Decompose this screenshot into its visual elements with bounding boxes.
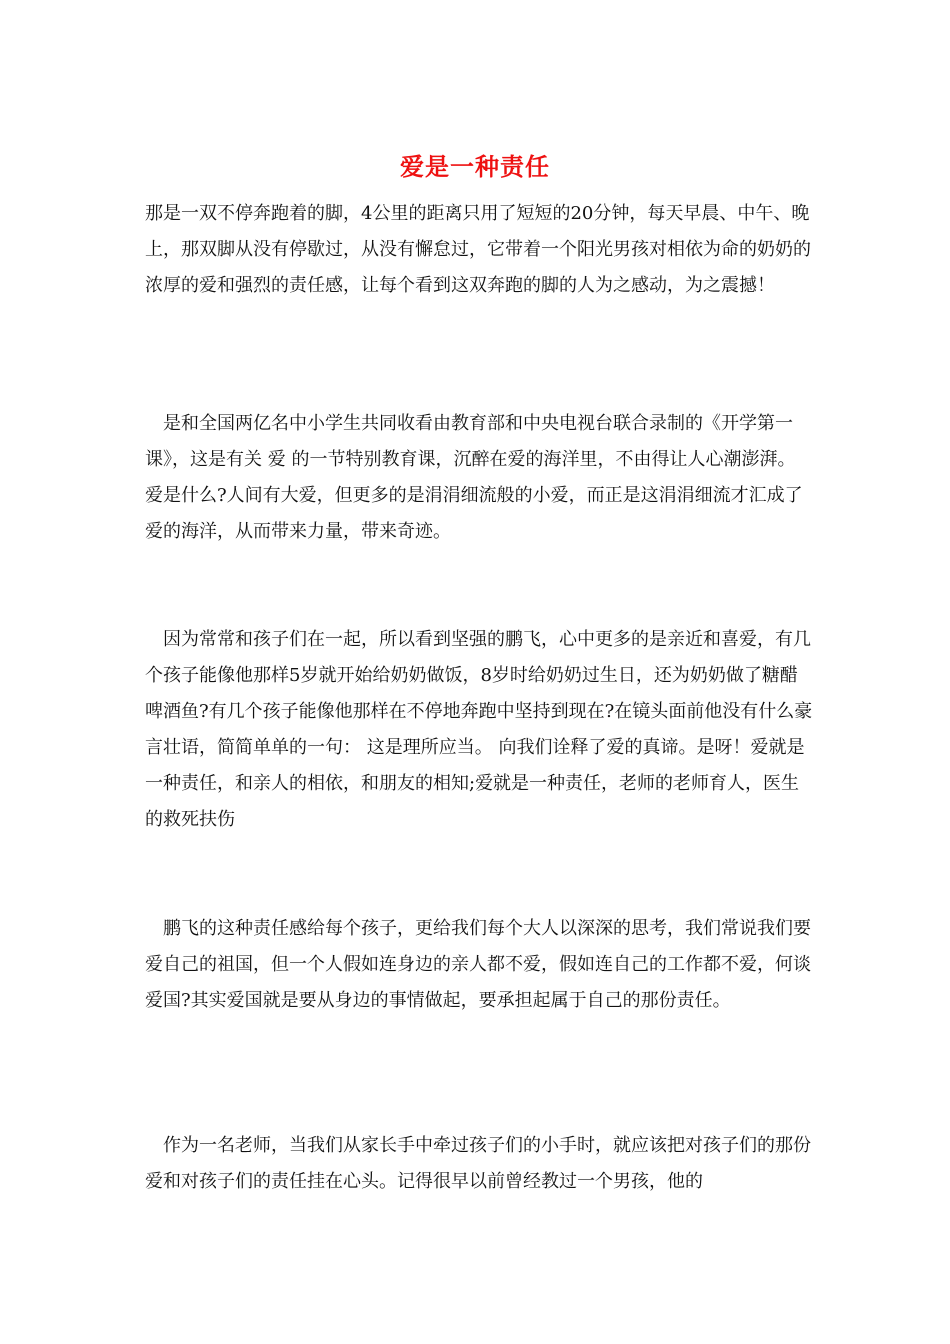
- paragraph-3: 因为常常和孩子们在一起，所以看到坚强的鹏飞，心中更多的是亲近和喜爱，有几个孩子能像他那样5岁就开始给奶奶做饭，8岁时给奶奶过生日，还为奶奶做了糖醋啤酒鱼?有几个孩子能像他那样在不停地奔跑中坚持到现在?在镜头面前他没有什么豪言壮语，简简单单的一句： 这是理所应当。 向我们诠释了爱的真谛。是呀！爱就是一种责任，和亲人的相依，和朋友的相知;爱就是一种责任，老师的老师育人，医生的救死扶伤: [145, 629, 813, 830]
- paragraph-5: 作为一名老师，当我们从家长手中牵过孩子们的小手时，就应该把对孩子们的那份爱和对孩子们的责任挂在心头。记得很早以前曾经教过一个男孩，他的: [145, 1135, 811, 1192]
- document-title: 爱是一种责任: [400, 152, 550, 181]
- paragraph-4: 鹏飞的这种责任感给每个孩子，更给我们每个大人以深深的思考，我们常说我们要爱自己的祖国，但一个人假如连身边的亲人都不爱，假如连自己的工作都不爱，何谈爱国?其实爱国就是要从身边的事情做起，要承担起属于自己的那份责任。: [145, 918, 811, 1011]
- paragraph-1: 那是一双不停奔跑着的脚，4公里的距离只用了短短的20分钟，每天早晨、中午、晚上，那双脚从没有停歇过，从没有懈怠过，它带着一个阳光男孩对相依为命的奶奶的浓厚的爱和强烈的责任感，让每个看到这双奔跑的脚的人为之感动，为之震撼！: [145, 203, 811, 296]
- paragraph-2: 是和全国两亿名中小学生共同收看由教育部和中央电视台联合录制的《开学第一课》，这是有关 爱 的一节特别教育课，沉醉在爱的海洋里，不由得让人心潮澎湃。爱是什么?人间有大爱，但更多的是涓涓细流般的小爱，而正是这涓涓细流才汇成了爱的海洋，从而带来力量，带来奇迹。: [145, 413, 803, 542]
